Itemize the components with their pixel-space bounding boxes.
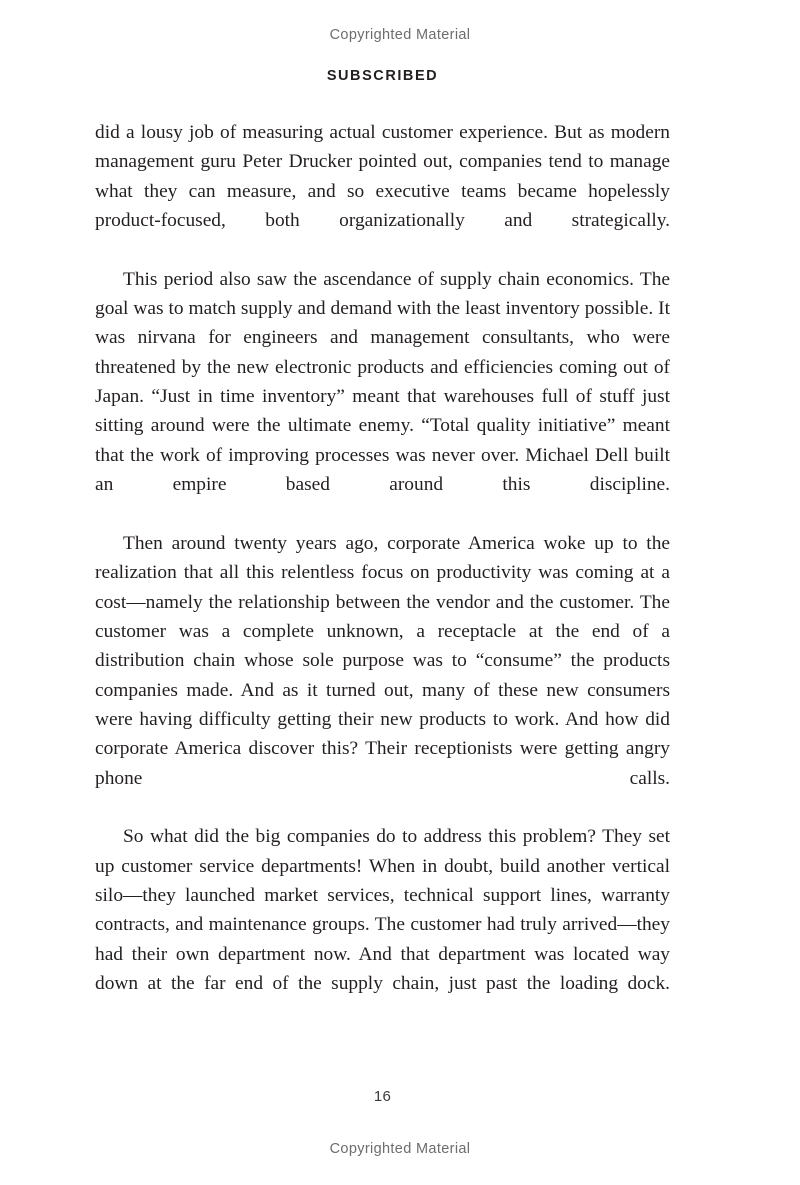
paragraph-1: did a lousy job of measuring actual customer experience. But as modern management guru Peter Drucker pointed out, companies tend to manage what they can measure, and so executive teams became hopelessly product-focused, both organizationally and strategically. — [95, 122, 670, 232]
page-number: 16 — [373, 1088, 392, 1105]
copyright-watermark-top: Copyrighted Material — [329, 27, 471, 43]
body-text-block — [95, 118, 670, 1028]
paragraph-3: Then around twenty years ago, corporate America woke up to the realization that all this relentless focus on productivity was coming at a cost—namely the relationship between the vendor and the customer. The customer was a complete unknown, a receptacle at the end of a distribution chain whose sole purpose was to “consume” the products companies made. And as it turned out, many of these new consumers were having difficulty getting their new products to work. And how did corporate America discover this? Their receptionists were getting angry phone calls. — [95, 532, 670, 789]
running-head-title: SUBSCRIBED — [326, 68, 439, 84]
paragraph-2: This period also saw the ascendance of supply chain economics. The goal was to match supply and demand with the least inventory possible. It was nirvana for engineers and management consultants, who were threatened by the new electronic products and efficiencies coming out of Japan. “Just in time inventory” meant that warehouses full of stuff just sitting around were the ultimate enemy. “Total quality initiative” meant that the work of improving processes was never over. Michael Dell built an empire based around this discipline. — [95, 268, 670, 496]
copyright-watermark-bottom: Copyrighted Material — [329, 1141, 471, 1157]
paragraph-4: So what did the big companies do to address this problem? They set up customer service departments! When in doubt, build another vertical silo—they launched market services, technical support lines, warranty contracts, and maintenance groups. The customer had truly arrived—they had their own department now. And that department was located way down at the far end of the supply chain, just past the loading dock. — [95, 826, 670, 994]
